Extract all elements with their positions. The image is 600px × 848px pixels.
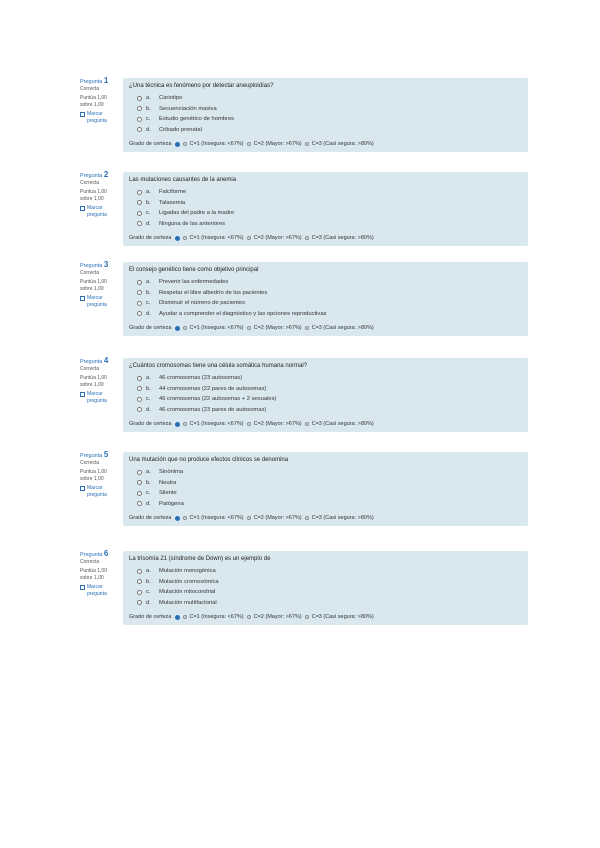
confidence-radio[interactable] bbox=[183, 516, 187, 520]
flag-question-link[interactable] bbox=[80, 295, 120, 308]
answer-text: Prevenir las enfermedades bbox=[159, 279, 229, 285]
answer-option[interactable] bbox=[137, 219, 522, 230]
confidence-option-c3: C=3 (Casi segura: >80%) bbox=[311, 614, 374, 620]
answer-radio[interactable] bbox=[137, 407, 142, 412]
answer-option[interactable] bbox=[137, 598, 522, 609]
answer-radio[interactable] bbox=[137, 579, 142, 584]
answer-letter: c. bbox=[146, 396, 151, 402]
answer-option[interactable] bbox=[137, 125, 522, 136]
answer-letter: b. bbox=[146, 578, 151, 585]
answer-letter: b. bbox=[146, 385, 151, 392]
flag-icon[interactable] bbox=[80, 392, 85, 397]
flag-question-link[interactable] bbox=[80, 391, 120, 404]
answer-text: Cariotipo bbox=[159, 95, 183, 101]
confidence-option-c3: C=3 (Casi segura: >80%) bbox=[311, 141, 374, 147]
answer-radio[interactable] bbox=[137, 200, 142, 205]
question-number-value: 6 bbox=[103, 549, 109, 558]
answer-text: Mutación multifactorial bbox=[159, 599, 217, 606]
confidence-radio[interactable] bbox=[305, 236, 309, 240]
question-number bbox=[80, 262, 120, 270]
question-score: Puntúa 1,00 sobre 1,00 bbox=[80, 189, 107, 202]
answer-text: 46 cromosomas (22 autosomas + 2 sexuales) bbox=[159, 396, 277, 402]
answer-radio[interactable] bbox=[137, 470, 142, 475]
flag-icon[interactable] bbox=[80, 585, 85, 590]
confidence-option-c2: C=2 (Mayor: >67%) bbox=[253, 421, 302, 427]
confidence-label: Grado de certeza bbox=[129, 614, 172, 620]
answer-option[interactable] bbox=[137, 499, 522, 510]
answer-radio[interactable] bbox=[137, 301, 142, 306]
question-number-value: 1 bbox=[103, 76, 109, 85]
confidence-row bbox=[129, 141, 522, 147]
question-number-value: 3 bbox=[103, 260, 109, 269]
confidence-row bbox=[129, 325, 522, 331]
answer-option[interactable] bbox=[137, 93, 522, 104]
answer-radio[interactable] bbox=[137, 211, 142, 216]
question-status: Correcta bbox=[80, 179, 100, 186]
answer-text: 44 cromosomas (22 pares de autosomas) bbox=[159, 385, 267, 392]
flag-question-label[interactable]: Marcar pregunta bbox=[87, 584, 107, 597]
answer-text: Silente bbox=[159, 490, 177, 496]
answer-text: 46 cromosomas (23 pares de autosomas) bbox=[159, 406, 267, 413]
confidence-radio[interactable] bbox=[183, 615, 187, 619]
flag-question-label[interactable]: Marcar pregunta bbox=[87, 111, 107, 124]
question-info bbox=[80, 78, 120, 124]
answer-option[interactable] bbox=[137, 488, 522, 499]
question-info bbox=[80, 172, 120, 218]
answer-letter: b. bbox=[146, 479, 151, 486]
confidence-option-c3: C=3 (Casi segura: >80%) bbox=[311, 235, 374, 241]
confidence-radio[interactable] bbox=[305, 615, 309, 619]
answer-text: Sinónima bbox=[159, 469, 184, 475]
confidence-radio[interactable] bbox=[247, 615, 251, 619]
question-content bbox=[123, 78, 528, 152]
answer-text: Mutación mitocondrial bbox=[159, 589, 216, 595]
answer-letter: a. bbox=[146, 568, 151, 574]
answer-option[interactable] bbox=[137, 373, 522, 384]
question-content bbox=[123, 452, 528, 526]
flag-question-link[interactable] bbox=[80, 485, 120, 498]
confidence-option-c2: C=2 (Mayor: >67%) bbox=[253, 235, 302, 241]
confidence-option-c3: C=3 (Casi segura: >80%) bbox=[311, 515, 374, 521]
answer-options bbox=[137, 187, 522, 229]
question-number-value: 2 bbox=[103, 170, 109, 179]
answer-radio[interactable] bbox=[137, 480, 142, 485]
confidence-option-c1: C=1 (Insegura: <67%) bbox=[189, 325, 244, 331]
answer-letter: d. bbox=[146, 220, 151, 227]
flag-question-link[interactable] bbox=[80, 205, 120, 218]
answer-option[interactable] bbox=[137, 114, 522, 125]
answer-radio[interactable] bbox=[137, 376, 142, 381]
answer-letter: a. bbox=[146, 375, 151, 381]
answer-option[interactable] bbox=[137, 198, 522, 209]
answer-letter: b. bbox=[146, 105, 151, 112]
question-text: Una mutación que no produce efectos clínicos se denomina bbox=[129, 457, 289, 463]
answer-letter: d. bbox=[146, 500, 151, 507]
answer-letter: a. bbox=[146, 469, 151, 475]
question-text: Las mutaciones causantes de la anemia bbox=[129, 177, 237, 183]
answer-letter: c. bbox=[146, 589, 151, 595]
question-content bbox=[123, 172, 528, 246]
confidence-radio[interactable] bbox=[183, 326, 187, 330]
help-icon[interactable] bbox=[175, 422, 180, 427]
answer-option[interactable] bbox=[137, 394, 522, 405]
answer-radio[interactable] bbox=[137, 106, 142, 111]
answer-option[interactable] bbox=[137, 187, 522, 198]
question-label: Pregunta bbox=[80, 453, 103, 459]
answer-letter: a. bbox=[146, 189, 151, 195]
help-icon[interactable] bbox=[175, 516, 180, 521]
question-score: Puntúa 1,00 sobre 1,00 bbox=[80, 95, 107, 108]
answer-text: Ninguna de las anteriores bbox=[159, 220, 226, 227]
answer-radio[interactable] bbox=[137, 386, 142, 391]
answer-text: Falciforme bbox=[159, 189, 187, 195]
question-label: Pregunta bbox=[80, 263, 103, 269]
answer-option[interactable] bbox=[137, 384, 522, 395]
answer-text: Mutación monogénica bbox=[159, 568, 216, 574]
question-text: ¿Cuántos cromosomas tiene una célula somática humana normal? bbox=[129, 363, 308, 369]
confidence-radio[interactable] bbox=[247, 142, 251, 146]
question-content bbox=[123, 358, 528, 432]
confidence-row bbox=[129, 515, 522, 521]
question-number bbox=[80, 358, 120, 366]
confidence-option-c1: C=1 (Insegura: <67%) bbox=[189, 235, 244, 241]
answer-radio[interactable] bbox=[137, 127, 142, 132]
answer-option[interactable] bbox=[137, 566, 522, 577]
question-content bbox=[123, 551, 528, 625]
flag-question-label[interactable]: Marcar pregunta bbox=[87, 295, 107, 308]
flag-icon[interactable] bbox=[80, 486, 85, 491]
answer-option[interactable] bbox=[137, 208, 522, 219]
answer-text: Mutación cromosómica bbox=[159, 578, 219, 585]
question-text: ¿Una técnica es fenómeno por detectar aneuploidías? bbox=[129, 83, 274, 89]
question-number bbox=[80, 551, 120, 559]
confidence-option-c2: C=2 (Mayor: >67%) bbox=[253, 325, 302, 331]
confidence-label: Grado de certeza bbox=[129, 141, 172, 147]
answer-text: Ligadas del padre a la madre bbox=[159, 210, 235, 216]
answer-option[interactable] bbox=[137, 309, 522, 320]
flag-icon[interactable] bbox=[80, 206, 85, 211]
question-number-value: 4 bbox=[103, 356, 109, 365]
answer-text: Cribado prenatal bbox=[159, 126, 202, 133]
question-info bbox=[80, 452, 120, 498]
answer-option[interactable] bbox=[137, 288, 522, 299]
help-icon[interactable] bbox=[175, 236, 180, 241]
answer-text: Secuenciación masiva bbox=[159, 105, 217, 112]
answer-radio[interactable] bbox=[137, 397, 142, 402]
confidence-option-c3: C=3 (Casi segura: >80%) bbox=[311, 421, 374, 427]
answer-options bbox=[137, 467, 522, 509]
answer-text: Respetar el libre albedrío de los pacientes bbox=[159, 289, 268, 296]
help-icon[interactable] bbox=[175, 615, 180, 620]
answer-letter: a. bbox=[146, 279, 151, 285]
answer-text: Estudio genético de hombres bbox=[159, 116, 235, 122]
answer-radio[interactable] bbox=[137, 600, 142, 605]
answer-letter: d. bbox=[146, 406, 151, 413]
flag-icon[interactable] bbox=[80, 112, 85, 117]
answer-radio[interactable] bbox=[137, 290, 142, 295]
answer-radio[interactable] bbox=[137, 311, 142, 316]
answer-text: 46 cromosomas (23 autosomas) bbox=[159, 375, 243, 381]
question-info bbox=[80, 262, 120, 308]
answer-option[interactable] bbox=[137, 467, 522, 478]
answer-letter: c. bbox=[146, 490, 151, 496]
answer-option[interactable] bbox=[137, 104, 522, 115]
answer-radio[interactable] bbox=[137, 491, 142, 496]
confidence-radio[interactable] bbox=[183, 236, 187, 240]
flag-question-link[interactable] bbox=[80, 584, 120, 597]
question-label: Pregunta bbox=[80, 173, 103, 179]
help-icon[interactable] bbox=[175, 142, 180, 147]
confidence-radio[interactable] bbox=[183, 142, 187, 146]
confidence-label: Grado de certeza bbox=[129, 235, 172, 241]
confidence-radio[interactable] bbox=[183, 422, 187, 426]
help-icon[interactable] bbox=[175, 326, 180, 331]
answer-option[interactable] bbox=[137, 405, 522, 416]
confidence-option-c2: C=2 (Mayor: >67%) bbox=[253, 614, 302, 620]
answer-radio[interactable] bbox=[137, 221, 142, 226]
flag-question-label[interactable]: Marcar pregunta bbox=[87, 205, 107, 218]
confidence-radio[interactable] bbox=[305, 516, 309, 520]
question-status: Correcta bbox=[80, 558, 100, 565]
answer-option[interactable] bbox=[137, 478, 522, 489]
question-number bbox=[80, 78, 120, 86]
question-status: Correcta bbox=[80, 459, 100, 466]
question-info bbox=[80, 551, 120, 597]
confidence-label: Grado de certeza bbox=[129, 325, 172, 331]
answer-text: Patógena bbox=[159, 500, 184, 507]
answer-text: Disminuir el número de pacientes bbox=[159, 300, 246, 306]
question-text: La trisomía 21 (síndrome de Down) es un ejemplo de bbox=[129, 556, 271, 562]
flag-icon[interactable] bbox=[80, 296, 85, 301]
question-score: Puntúa 1,00 sobre 1,00 bbox=[80, 568, 107, 581]
answer-letter: a. bbox=[146, 95, 151, 101]
confidence-row bbox=[129, 421, 522, 427]
question-score: Puntúa 1,00 sobre 1,00 bbox=[80, 469, 107, 482]
answer-radio[interactable] bbox=[137, 96, 142, 101]
flag-question-label[interactable]: Marcar pregunta bbox=[87, 485, 107, 498]
confidence-option-c1: C=1 (Insegura: <67%) bbox=[189, 141, 244, 147]
confidence-option-c1: C=1 (Insegura: <67%) bbox=[189, 614, 244, 620]
answer-letter: c. bbox=[146, 116, 151, 122]
confidence-row bbox=[129, 235, 522, 241]
answer-radio[interactable] bbox=[137, 501, 142, 506]
answer-text: Talasemia bbox=[159, 199, 186, 206]
confidence-radio[interactable] bbox=[247, 236, 251, 240]
confidence-radio[interactable] bbox=[247, 422, 251, 426]
answer-radio[interactable] bbox=[137, 117, 142, 122]
confidence-radio[interactable] bbox=[247, 516, 251, 520]
question-score: Puntúa 1,00 sobre 1,00 bbox=[80, 279, 107, 292]
confidence-radio[interactable] bbox=[305, 326, 309, 330]
confidence-option-c2: C=2 (Mayor: >67%) bbox=[253, 141, 302, 147]
question-status: Correcta bbox=[80, 85, 100, 92]
answer-radio[interactable] bbox=[137, 280, 142, 285]
answer-radio[interactable] bbox=[137, 190, 142, 195]
question-label: Pregunta bbox=[80, 359, 103, 365]
confidence-radio[interactable] bbox=[305, 422, 309, 426]
question-info bbox=[80, 358, 120, 404]
confidence-radio[interactable] bbox=[247, 326, 251, 330]
question-label: Pregunta bbox=[80, 552, 103, 558]
answer-letter: b. bbox=[146, 199, 151, 206]
question-status: Correcta bbox=[80, 269, 100, 276]
answer-options bbox=[137, 93, 522, 135]
answer-text: Ayudar a comprender el diagnóstico y las opciones reproductivas bbox=[159, 310, 327, 317]
answer-option[interactable] bbox=[137, 587, 522, 598]
question-score: Puntúa 1,00 sobre 1,00 bbox=[80, 375, 107, 388]
confidence-row bbox=[129, 614, 522, 620]
answer-letter: d. bbox=[146, 599, 151, 606]
flag-question-link[interactable] bbox=[80, 111, 120, 124]
answer-option[interactable] bbox=[137, 277, 522, 288]
question-number-value: 5 bbox=[103, 450, 109, 459]
answer-radio[interactable] bbox=[137, 590, 142, 595]
confidence-option-c1: C=1 (Insegura: <67%) bbox=[189, 515, 244, 521]
answer-letter: c. bbox=[146, 300, 151, 306]
answer-text: Neutra bbox=[159, 479, 177, 486]
confidence-option-c2: C=2 (Mayor: >67%) bbox=[253, 515, 302, 521]
question-number bbox=[80, 172, 120, 180]
question-content bbox=[123, 262, 528, 336]
answer-letter: c. bbox=[146, 210, 151, 216]
confidence-label: Grado de certeza bbox=[129, 421, 172, 427]
answer-option[interactable] bbox=[137, 298, 522, 309]
answer-letter: b. bbox=[146, 289, 151, 296]
answer-options bbox=[137, 277, 522, 319]
answer-letter: d. bbox=[146, 310, 151, 317]
flag-question-label[interactable]: Marcar pregunta bbox=[87, 391, 107, 404]
answer-letter: d. bbox=[146, 126, 151, 133]
confidence-option-c3: C=3 (Casi segura: >80%) bbox=[311, 325, 374, 331]
answer-options bbox=[137, 566, 522, 608]
question-text: El consejo genético tiene como objetivo principal bbox=[129, 267, 259, 273]
confidence-option-c1: C=1 (Insegura: <67%) bbox=[189, 421, 244, 427]
confidence-radio[interactable] bbox=[305, 142, 309, 146]
answer-radio[interactable] bbox=[137, 569, 142, 574]
answer-options bbox=[137, 373, 522, 415]
answer-option[interactable] bbox=[137, 577, 522, 588]
question-number bbox=[80, 452, 120, 460]
question-label: Pregunta bbox=[80, 79, 103, 85]
question-status: Correcta bbox=[80, 365, 100, 372]
confidence-label: Grado de certeza bbox=[129, 515, 172, 521]
